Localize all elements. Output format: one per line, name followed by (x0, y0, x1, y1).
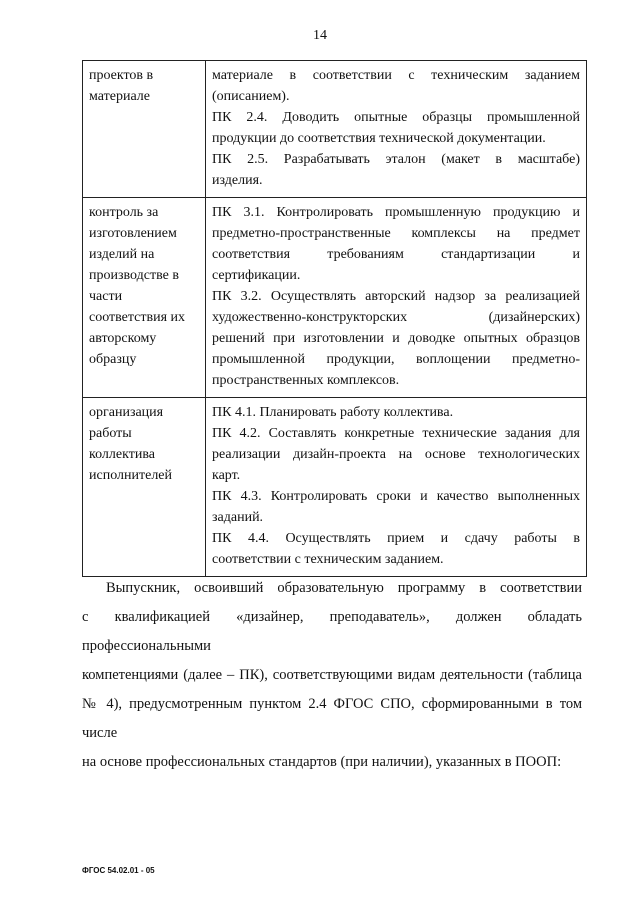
competency-line: соответствии с техническим заданием. (212, 552, 444, 567)
competency-line: соответствия требованиям стандартизации и (212, 247, 580, 262)
competency-cell (206, 398, 587, 577)
competency-line: ПК 4.3. Контролировать сроки и качество выполненных (212, 489, 580, 504)
paragraph-line: компетенциями (далее – ПК), соответствующими видам деятельности (таблица (82, 667, 582, 683)
competency-line: ПК 4.2. Составлять конкретные технические задания для (212, 426, 580, 441)
competency-cell (206, 198, 587, 398)
table-row (83, 61, 587, 198)
competency-line: промышленной продукции, воплощении предметно- (212, 352, 580, 367)
competency-line: сертификации. (212, 268, 301, 283)
competency-line: (описанием). (212, 89, 290, 104)
activity-line: исполнителей (89, 468, 173, 483)
competency-table (82, 60, 587, 577)
competency-line: заданий. (212, 510, 264, 525)
competency-line: ПК 4.4. Осуществлять прием и сдачу работы в (212, 531, 580, 546)
paragraph-line: № 4), предусмотренным пунктом 2.4 ФГОС СПО, сформированными в том числе (82, 696, 582, 741)
activity-cell (83, 61, 206, 198)
activity-line: изготовлением (89, 226, 177, 241)
paragraph-line: на основе профессиональных стандартов (при наличии), указанных в ПООП: (82, 754, 562, 770)
competency-line: продукции до соответствия технической документации. (212, 131, 546, 146)
paragraph-line: Выпускник, освоивший образовательную программу в соответствии (106, 580, 582, 596)
activity-cell (83, 198, 206, 398)
activity-cell (83, 398, 206, 577)
competency-line: реализации дизайн-проекта на основе технологических (212, 447, 580, 462)
competency-line: решений при изготовлении и доводке опытных образцов (212, 331, 580, 346)
competency-line: ПК 3.2. Осуществлять авторский надзор за реализацией (212, 289, 580, 304)
activity-line: изделий на (89, 247, 155, 262)
competency-cell (206, 61, 587, 198)
activity-line: организация (89, 405, 164, 420)
competency-line: пространственных комплексов. (212, 373, 400, 388)
activity-line: коллектива (89, 447, 155, 462)
activity-line: проектов в (89, 68, 154, 83)
page-number: 14 (313, 28, 327, 43)
competency-line: ПК 2.4. Доводить опытные образцы промышленной (212, 110, 580, 125)
competency-line: карт. (212, 468, 241, 483)
activity-line: производстве в (89, 268, 179, 283)
competency-line: изделия. (212, 173, 263, 188)
competency-line: ПК 4.1. Планировать работу коллектива. (212, 405, 454, 420)
competency-line: ПК 3.1. Контролировать промышленную продукцию и (212, 205, 580, 220)
table-row (83, 398, 587, 577)
footer-code: ФГОС 54.02.01 - 05 (82, 866, 155, 875)
competency-line: ПК 2.5. Разрабатывать эталон (макет в масштабе) (212, 152, 580, 167)
competency-line: художественно-конструкторских (дизайнерских) (212, 310, 580, 325)
competency-table-body (83, 61, 587, 577)
activity-line: контроль за (89, 205, 159, 220)
activity-line: авторскому (89, 331, 157, 346)
activity-line: образцу (89, 352, 137, 367)
paragraph-line: с квалификацией «дизайнер, преподаватель», должен обладать профессиональными (82, 609, 582, 654)
competency-line: предметно-пространственные комплексы на предмет (212, 226, 580, 241)
competency-line: материале в соответствии с техническим заданием (212, 68, 580, 83)
table-row (83, 198, 587, 398)
activity-line: соответствия их (89, 310, 186, 325)
activity-line: работы (89, 426, 132, 441)
body-paragraph (82, 574, 582, 777)
activity-line: части (89, 289, 123, 304)
activity-line: материале (89, 89, 150, 104)
